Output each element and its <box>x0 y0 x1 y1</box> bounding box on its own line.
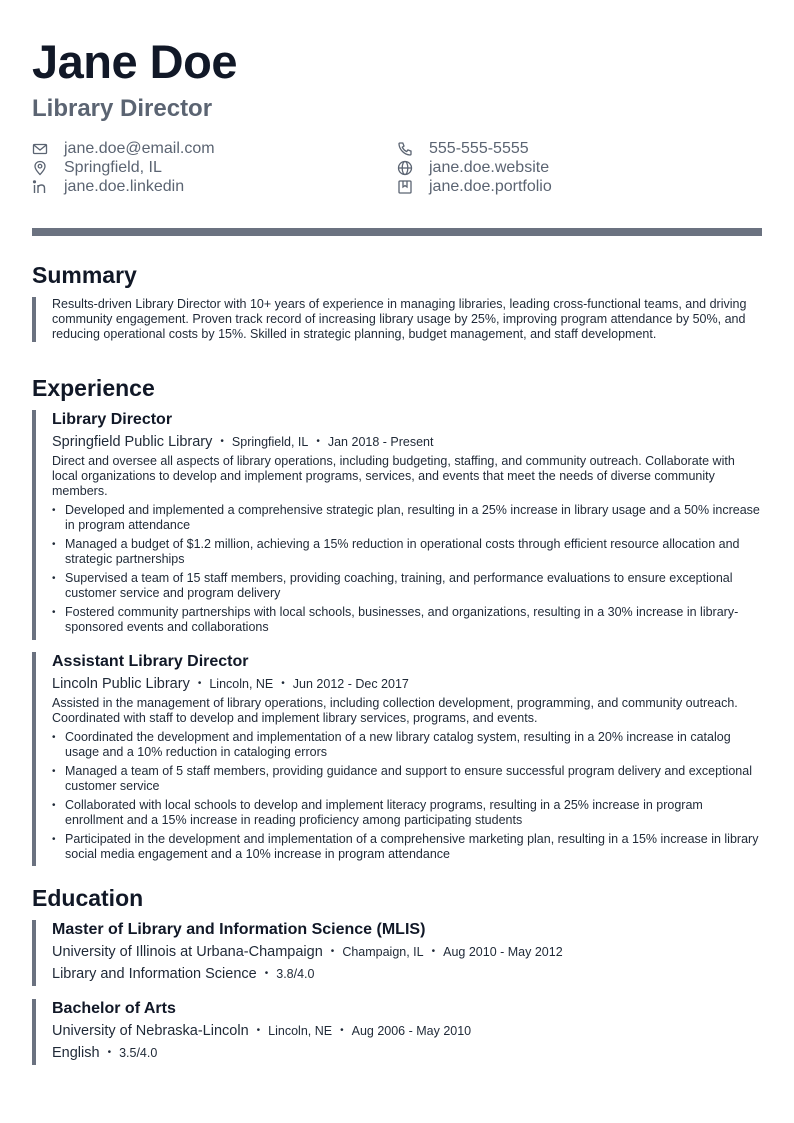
school-name: University of Illinois at Urbana-Champaign <box>52 944 323 960</box>
contact-phone[interactable] <box>397 139 529 158</box>
header-divider <box>32 228 762 236</box>
linkedin-text: jane.doe.linkedin <box>64 178 185 195</box>
achievement-item: • Participated in the development and implementation of a comprehensive marketing plan, resulting in a 15% increase in library social media engagement and a 10% increase in program attendance <box>52 832 762 862</box>
globe-icon <box>397 160 413 176</box>
job-meta <box>52 674 762 693</box>
contact-linkedin[interactable] <box>32 177 184 196</box>
job-title: Assistant Library Director <box>52 653 249 670</box>
summary-heading: Summary <box>32 262 137 288</box>
location-text: Springfield, IL <box>64 159 162 176</box>
separator-dot: • <box>107 1047 112 1059</box>
job-dates: Jun 2012 - Dec 2017 <box>292 677 409 691</box>
job-entry <box>32 410 762 640</box>
job-title: Library Director <box>52 411 173 428</box>
achievement-item: • Fostered community partnerships with local schools, businesses, and organizations, resulting in a 30% increase in library-sponsored events and collaborations <box>52 605 762 635</box>
summary-block <box>32 297 762 342</box>
job-description: Direct and oversee all aspects of library operations, including budgeting, staffing, and community outreach. Collaborate with local organizations to develop and implement programs, services, and events that meet the needs of diverse community members. <box>52 454 735 499</box>
education-meta <box>52 1021 762 1041</box>
separator-dot: • <box>281 678 285 690</box>
achievement-item: • Managed a team of 5 staff members, providing guidance and support to ensure successful program delivery and exceptional customer service <box>52 764 762 794</box>
job-location: Lincoln, NE <box>209 677 274 691</box>
separator-dot: • <box>316 436 320 448</box>
achievement-item: • Managed a budget of $1.2 million, achieving a 15% reduction in operational costs through efficient resource allocation and strategic partnerships <box>52 537 762 567</box>
mail-icon <box>32 141 48 157</box>
phone-icon <box>397 141 413 157</box>
achievement-item: • Supervised a team of 15 staff members, providing coaching, training, and performance evaluations to ensure exceptional customer service and program delivery <box>52 571 762 601</box>
linkedin-icon <box>32 179 48 195</box>
separator-dot: • <box>256 1025 261 1037</box>
candidate-name: Jane Doe <box>32 35 237 88</box>
map-pin-icon <box>32 160 48 176</box>
portfolio-text: jane.doe.portfolio <box>429 178 552 195</box>
email-text: jane.doe@email.com <box>64 140 215 157</box>
education-field-line <box>52 1043 762 1063</box>
school-location: Champaign, IL <box>342 945 424 959</box>
education-entry <box>32 920 762 986</box>
job-description: Assisted in the management of library operations, including collection development, programming, and community outreach. Coordinated with staff to develop and implement library services, programs, and events. <box>52 696 738 726</box>
school-name: University of Nebraska-Lincoln <box>52 1023 249 1039</box>
website-text: jane.doe.website <box>429 159 550 176</box>
job-entry <box>32 652 762 866</box>
phone-text: 555-555-5555 <box>429 140 529 157</box>
education-dates: Aug 2010 - May 2012 <box>443 945 563 959</box>
education-meta <box>52 942 762 962</box>
portfolio-icon <box>397 179 413 195</box>
contact-email[interactable] <box>32 139 215 158</box>
summary-text: Results-driven Library Director with 10+ years of experience in managing libraries, leading cross-functional teams, and driving community engagement. Proven track record of increasing library usage by 25%, improving program attendance by 50%, and reducing operational costs by 15%. Skilled in strategic planning, budget management, and staff development. <box>52 297 747 341</box>
job-location: Springfield, IL <box>231 435 309 449</box>
separator-dot: • <box>264 968 269 980</box>
field-of-study: English <box>52 1045 100 1062</box>
job-achievements <box>52 730 762 862</box>
degree-title: Master of Library and Information Science (MLIS) <box>52 921 426 938</box>
education-field-line <box>52 964 762 984</box>
separator-dot: • <box>220 436 224 448</box>
separator-dot: • <box>197 678 202 690</box>
separator-dot: • <box>431 946 436 958</box>
separator-dot: • <box>330 946 335 958</box>
gpa: 3.5/4.0 <box>119 1046 158 1061</box>
degree-title: Bachelor of Arts <box>52 1000 176 1017</box>
school-location: Lincoln, NE <box>268 1024 333 1038</box>
contact-website[interactable] <box>397 158 549 177</box>
achievement-item: • Coordinated the development and implementation of a new library catalog system, resulting in a 20% increase in catalog usage and a 10% reduction in cataloging errors <box>52 730 762 760</box>
candidate-role: Library Director <box>32 95 213 122</box>
gpa: 3.8/4.0 <box>276 967 315 982</box>
job-meta <box>52 432 762 451</box>
experience-heading: Experience <box>32 375 155 401</box>
education-entry <box>32 999 762 1065</box>
contact-location <box>32 158 162 177</box>
education-heading: Education <box>32 885 144 911</box>
field-of-study: Library and Information Science <box>52 966 257 983</box>
achievement-item: • Collaborated with local schools to develop and implement literacy programs, resulting in a 25% increase in program enrollment and a 15% increase in reading proficiency among participating students <box>52 798 762 828</box>
job-dates: Jan 2018 - Present <box>327 435 434 449</box>
education-dates: Aug 2006 - May 2010 <box>351 1024 472 1038</box>
job-organization: Lincoln Public Library <box>52 676 190 692</box>
achievement-item: • Developed and implemented a comprehensive strategic plan, resulting in a 25% increase in library usage and a 50% increase in program attendance <box>52 503 762 533</box>
job-organization: Springfield Public Library <box>52 434 213 450</box>
contact-portfolio[interactable] <box>397 177 552 196</box>
separator-dot: • <box>340 1025 344 1037</box>
job-achievements <box>52 503 762 635</box>
